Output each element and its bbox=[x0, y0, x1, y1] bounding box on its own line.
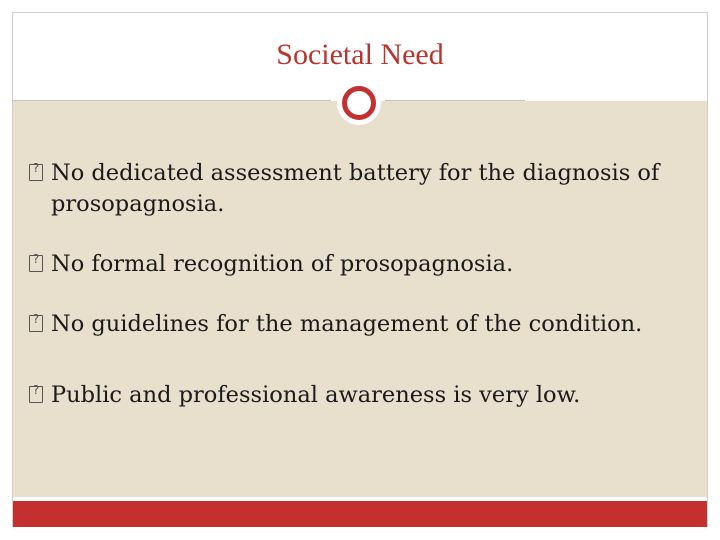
accent-bar bbox=[13, 501, 707, 527]
missing-glyph-box-icon bbox=[29, 386, 43, 403]
missing-glyph-box-icon bbox=[29, 255, 43, 272]
bullet-item bbox=[29, 309, 709, 340]
missing-glyph-box-icon bbox=[29, 315, 43, 332]
bullet-text: Public and professional awareness is very low. bbox=[51, 382, 581, 408]
bullet-item bbox=[29, 158, 709, 220]
slide-title: Societal Need bbox=[276, 38, 444, 71]
ring-ornament bbox=[337, 81, 381, 125]
bullet-item bbox=[29, 249, 709, 280]
bullet-list bbox=[29, 158, 709, 411]
circle-icon bbox=[342, 86, 376, 120]
missing-glyph-box-icon bbox=[29, 164, 43, 181]
bullet-text: No dedicated assessment battery for the diagnosis of prosopagnosia. bbox=[51, 160, 660, 217]
bullet-text: No formal recognition of prosopagnosia. bbox=[51, 251, 514, 277]
slide bbox=[12, 12, 708, 527]
bullet-text: No guidelines for the management of the condition. bbox=[51, 311, 643, 337]
bullet-item bbox=[29, 380, 709, 411]
